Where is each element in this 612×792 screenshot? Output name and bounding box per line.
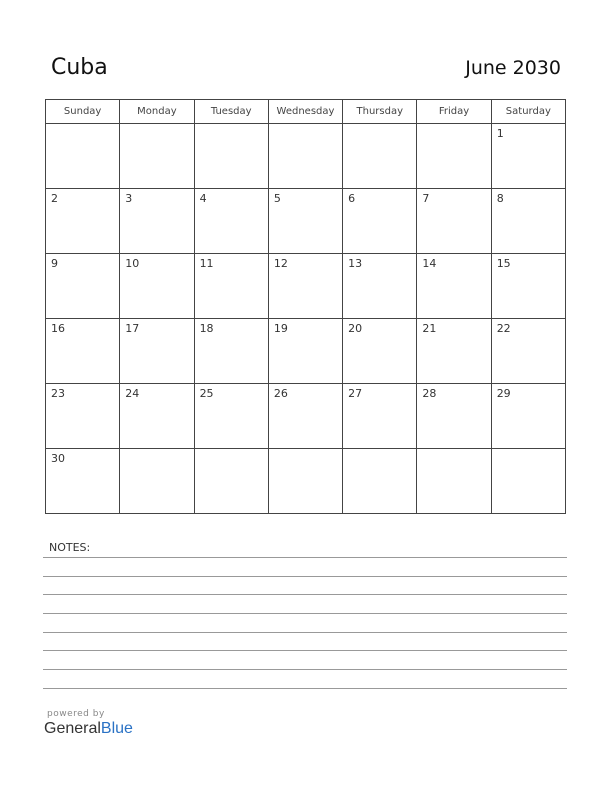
day-number: 8 [496, 192, 504, 205]
day-cell [343, 189, 417, 254]
day-cell [491, 319, 565, 384]
day-cell [343, 319, 417, 384]
weekday-header: Monday [120, 100, 194, 124]
empty-day-cell [491, 449, 565, 514]
country-title: Cuba [51, 55, 108, 80]
empty-day-cell [46, 124, 120, 189]
day-number: 21 [422, 322, 437, 335]
day-number: 25 [199, 387, 214, 400]
note-line [43, 594, 567, 595]
day-number: 1 [496, 127, 504, 140]
calendar-week-row [46, 449, 566, 514]
day-cell [268, 319, 342, 384]
note-line [43, 632, 567, 633]
day-number: 3 [125, 192, 133, 205]
day-cell [268, 189, 342, 254]
day-cell [417, 189, 491, 254]
day-cell [343, 384, 417, 449]
empty-day-cell [194, 124, 268, 189]
empty-day-cell [268, 449, 342, 514]
empty-day-cell [268, 124, 342, 189]
note-line [43, 650, 567, 651]
empty-day-cell [194, 449, 268, 514]
day-cell [46, 254, 120, 319]
note-line [43, 688, 567, 689]
day-number: 7 [422, 192, 430, 205]
day-number: 24 [125, 387, 140, 400]
day-cell [417, 384, 491, 449]
day-number: 26 [273, 387, 288, 400]
day-cell [343, 254, 417, 319]
brand-general-text: General [44, 720, 101, 737]
month-year-title: June 2030 [465, 57, 561, 79]
day-cell [491, 384, 565, 449]
day-cell [417, 319, 491, 384]
note-line [43, 576, 567, 577]
day-cell [194, 254, 268, 319]
weekday-header: Thursday [343, 100, 417, 124]
note-line [43, 613, 567, 614]
brand-logo[interactable] [44, 720, 133, 738]
day-number: 11 [199, 257, 214, 270]
day-number: 17 [125, 322, 140, 335]
weekday-header: Friday [417, 100, 491, 124]
calendar-week-row [46, 319, 566, 384]
empty-day-cell [120, 449, 194, 514]
day-number: 2 [51, 192, 58, 205]
day-number: 9 [51, 257, 58, 270]
note-line [43, 669, 567, 670]
weekday-header: Tuesday [194, 100, 268, 124]
day-number: 14 [422, 257, 437, 270]
notes-label: NOTES: [49, 541, 91, 554]
day-number: 18 [199, 322, 214, 335]
weekday-header: Saturday [491, 100, 565, 124]
note-line [43, 557, 567, 558]
day-number: 6 [348, 192, 356, 205]
day-cell [268, 384, 342, 449]
calendar-week-row [46, 124, 566, 189]
weekday-header-row [46, 100, 566, 124]
empty-day-cell [417, 449, 491, 514]
day-cell [491, 189, 565, 254]
day-cell [46, 189, 120, 254]
weekday-header: Wednesday [268, 100, 342, 124]
empty-day-cell [343, 449, 417, 514]
weekday-header: Sunday [46, 100, 120, 124]
day-number: 19 [273, 322, 288, 335]
empty-day-cell [343, 124, 417, 189]
empty-day-cell [417, 124, 491, 189]
day-number: 22 [496, 322, 511, 335]
day-cell [46, 319, 120, 384]
day-number: 28 [422, 387, 437, 400]
day-cell [46, 449, 120, 514]
calendar-body [46, 124, 566, 514]
day-number: 5 [273, 192, 281, 205]
day-number: 27 [348, 387, 363, 400]
day-cell [194, 319, 268, 384]
day-cell [491, 124, 565, 189]
day-number: 23 [51, 387, 65, 400]
brand-blue-text: Blue [100, 720, 133, 737]
day-cell [491, 254, 565, 319]
day-cell [268, 254, 342, 319]
calendar-week-row [46, 189, 566, 254]
day-number: 20 [348, 322, 363, 335]
day-cell [194, 384, 268, 449]
day-cell [46, 384, 120, 449]
day-cell [120, 384, 194, 449]
day-number: 16 [51, 322, 65, 335]
day-number: 4 [199, 192, 207, 205]
day-number: 15 [496, 257, 511, 270]
day-cell [120, 254, 194, 319]
day-number: 13 [348, 257, 363, 270]
day-cell [194, 189, 268, 254]
day-number: 10 [125, 257, 140, 270]
calendar-week-row [46, 254, 566, 319]
calendar-week-row [46, 384, 566, 449]
powered-by-text: powered by [47, 709, 105, 719]
day-number: 12 [273, 257, 288, 270]
day-cell [120, 319, 194, 384]
day-cell [417, 254, 491, 319]
day-cell [120, 189, 194, 254]
empty-day-cell [120, 124, 194, 189]
day-number: 30 [51, 452, 65, 465]
day-number: 29 [496, 387, 511, 400]
calendar-grid [45, 99, 566, 514]
